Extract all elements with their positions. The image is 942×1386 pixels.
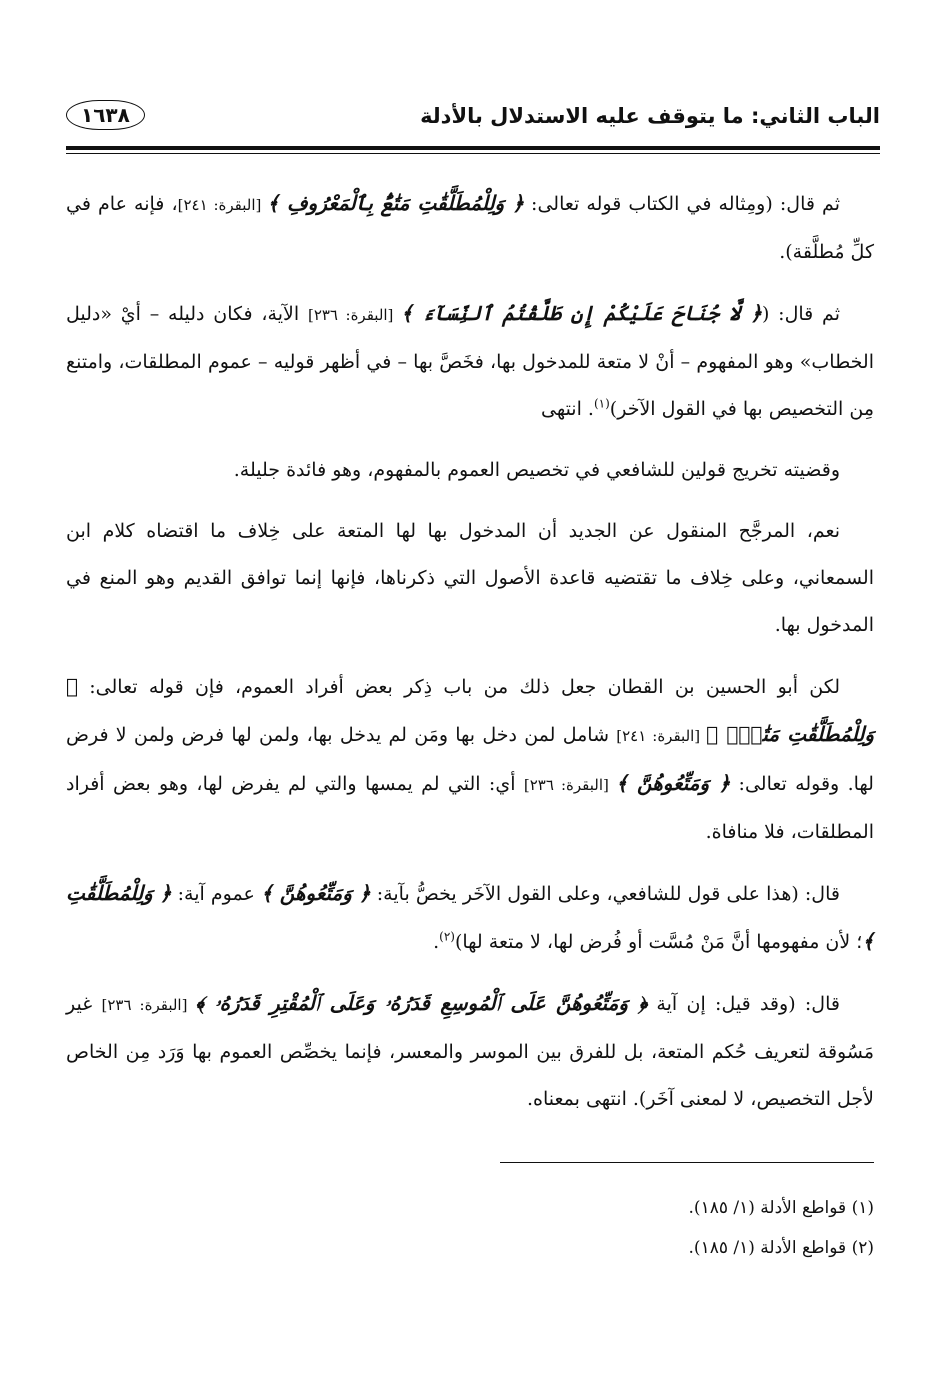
- paragraph: [66, 508, 874, 649]
- text-run: قال: (وقد قيل: إن آية: [647, 993, 840, 1015]
- verse-reference: [البقرة: ٢٣٦]: [523, 776, 616, 794]
- quran-verse: ﴿ وَمَتِّعُوهُنَّ عَلَى ٱلْمُوسِعِ قَدَرُهُۥ وَعَلَى ٱلْمُقْتِرِ قَدَرُهُۥ ﴾: [195, 991, 648, 1015]
- text-run: ، فإنه عام في كلِّ مُطلَّقة).: [66, 193, 874, 263]
- page-number: ١٦٣٨: [66, 100, 145, 130]
- footnote-separator: [500, 1162, 874, 1163]
- quran-verse: ﴿ وَمَتِّعُوهُنَّ ﴾: [260, 881, 371, 905]
- paragraph: [66, 290, 874, 433]
- text-run: قال: (هذا على قول للشافعي، وعلى القول الآخَر يخصُّ بآية:: [370, 883, 840, 905]
- text-run: أي: التي لم يمسها والتي لم يفرض لها، وهو بعض أفراد المطلقات، فلا منافاة.: [66, 773, 874, 843]
- text-run: وقضيته تخريج قولين للشافعي في تخصيص العموم بالمفهوم، وهو فائدة جليلة.: [233, 459, 840, 481]
- paragraph: [66, 870, 874, 966]
- footnotes: [66, 1188, 874, 1268]
- verse-reference: [البقرة: ٢٣٦]: [307, 306, 401, 324]
- text-run: ؛ لأن مفهومها أنَّ مَنْ مُسَّت أو فُرض لها، لا متعة لها): [454, 931, 863, 953]
- text-run: غير مَسُوقة لتعريف حُكم المتعة، بل للفرق بين الموسر والمعسر، فإنما يخصِّص العموم بها وَرَد مِن الخاص لأجل التخصيص، لا لمعنى آخَر). انتهى بمعناه.: [66, 993, 874, 1110]
- paragraph: [66, 180, 874, 276]
- quran-verse: ﴿ وَلِلْمُطَلَّقَٰتِ مَتَٰعٌۢ بِٱلْمَعْرُوفِ ﴾: [267, 191, 524, 215]
- verse-reference: [البقرة: ٢٣٦]: [101, 996, 196, 1014]
- text-run: ثم قال: (: [761, 303, 840, 325]
- text-run: . انتهى: [540, 398, 594, 420]
- text-run: .: [433, 931, 440, 953]
- paragraph: [66, 980, 874, 1123]
- header-rule-thick: [66, 146, 880, 150]
- paragraph: [66, 663, 874, 856]
- text-run: لكن أبو الحسين بن القطان جعل ذلك من باب ذِكر بعض أفراد العموم، فإن قوله تعالى:: [78, 676, 840, 698]
- footnote-2: (٢) قواطع الأدلة (١/ ١٨٥).: [688, 1238, 874, 1258]
- text-run: نعم، المرجَّح المنقول عن الجديد أن المدخول بها لها المتعة على خِلاف ما اقتضاه كلام ابن السمعاني، وعلى خِلاف ما تقتضيه قاعدة الأصول التي ذكرناها، فإنها إنما توافق القديم وهو المنع في المدخول بها.: [66, 520, 874, 636]
- verse-reference: [البقرة: ٢٤١]: [616, 727, 707, 745]
- footnote-marker: (٢): [439, 929, 455, 944]
- paragraph: [66, 447, 874, 494]
- text-run: عموم آية:: [171, 883, 261, 905]
- quran-verse: ﴿ وَلِلْمُطَلَّقَٰتِ مَتَٰعٌۢ ﴾: [66, 674, 874, 746]
- text-run: الآية، فكان دليله – أيْ «دليل الخطاب» وهو المفهوم – أنْ لا متعة للمدخول بها، فخَصَّ بها – في أظهر قوليه – عموم المطلقات، وامتنع مِن التخصيص بها في القول الآخر): [66, 303, 874, 420]
- footnote-1: (١) قواطع الأدلة (١/ ١٨٥).: [688, 1198, 874, 1218]
- verse-reference: [البقرة: ٢٤١]: [177, 196, 268, 214]
- running-title: الباب الثاني: ما يتوقف عليه الاستدلال بالأدلة: [420, 104, 880, 128]
- quran-verse: ﴿ لَّا جُنَاحَ عَلَيْكُمْ إِن طَلَّقْتُمُ ٱلنِّسَآءَ ﴾: [400, 301, 762, 325]
- quran-verse: ﴿ وَلِلْمُطَلَّقَٰتِ ﴾: [66, 881, 874, 953]
- text-run: ثم قال: (ومِثاله في الكتاب قوله تعالى:: [523, 193, 840, 215]
- quran-verse: ﴿ وَمَتِّعُوهُنَّ ﴾: [615, 771, 731, 795]
- main-text: [66, 180, 874, 1137]
- header-rule-thin: [66, 153, 880, 154]
- text-run: شامل لمن دخل بها ومَن لم يدخل بها، ولمن لها فرض ولمن لا فرض لها. وقوله تعالى:: [66, 724, 874, 795]
- footnote-marker: (١): [593, 396, 610, 411]
